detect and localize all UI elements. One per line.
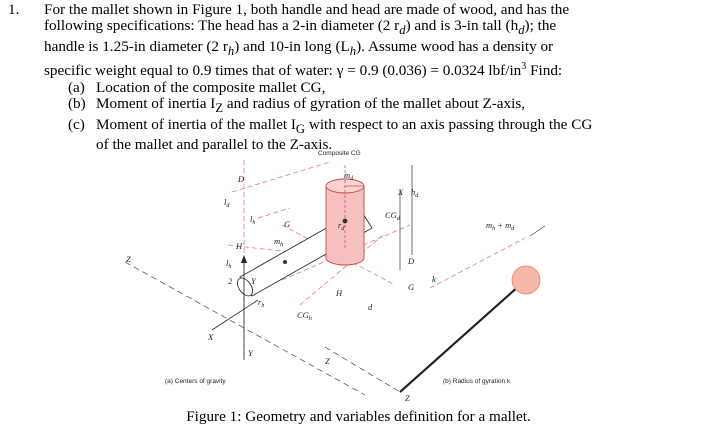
label-z-middle: Z [325,356,330,366]
z-axis-right [325,347,400,392]
subcaption-a: (a) Centers of gravity [165,378,226,385]
label-lh-half: $l_h$ [226,258,232,270]
item-b: (b) Moment of inertia $I_Z$ and radius of gyration of the mallet about Z-axis, [68,95,526,116]
ld-dim-line [232,162,330,192]
head-cg-point [343,219,348,224]
label-d-lower: d [368,302,373,312]
k-rod [400,285,520,392]
label-lh: $l_h$ [250,214,256,226]
label-k: k [432,274,436,284]
label-z-left: Z [126,254,131,264]
label-z-bottom: Z [405,393,410,403]
lh-dim-line [258,208,290,218]
problem-number: 1. [8,1,20,18]
problem-line-2: following specifications: The head has a 2-in diameter (2 $r_d$) and is 3-in tall $(h_d)$; the [44,17,557,38]
label-rh: $r_h$ [258,297,265,309]
problem-line-3: handle is 1.25-in diameter (2 $r_h$) and 10-in long $(L_h)$. Assume wood has a density or [44,37,554,58]
label-composite-cg: Composite CG [318,150,361,157]
label-x-lower: X [208,332,214,342]
y-axis-arrow [241,255,247,263]
label-h: H [236,241,243,251]
item-c-continuation: of the mallet and parallel to the Z-axis. [96,136,333,154]
label-h-lower: H [336,288,343,298]
label-hd: $h_d$ [411,187,419,199]
label-rd: $r_d$ [338,220,345,232]
label-two: 2 [228,276,233,286]
problem-line-4: specific weight equal to 0.9 times that of water: γ = 0.9 (0.036) = 0.0324 lbf/$in^3$ Find: [44,61,563,80]
label-md: $m_d$ [344,170,354,182]
problem-line-1: For the mallet shown in Figure 1, both handle and head are made of wood, and has the [44,1,570,18]
handle-cg-point [283,260,287,264]
label-y-lower: Y [248,348,253,358]
label-mh-plus-md: $m_h + m_d$ [486,220,515,232]
label-cgh: $CG_h$ [297,310,312,322]
label-mh: $m_h$ [274,236,284,248]
item-a: (a) Location of the composite mallet CG, [68,78,326,96]
label-y-upper: Y [251,276,256,286]
x-axis-line [212,300,258,330]
label-d-top: D [238,174,245,184]
mass-leader-line [530,226,545,236]
label-d-right: D [408,256,415,266]
label-x: X [398,187,404,197]
figure-caption: Figure 1: Geometry and variables definition for a mallet. [186,408,531,425]
item-c: (c) Moment of inertia of the mallet $I_G$ with respect to an axis passing through the CG [68,115,593,136]
label-g: G [284,219,291,229]
label-g-right: G [408,282,415,292]
equivalent-mass-sphere [512,266,540,294]
label-cgd: $CG_d$ [385,210,400,222]
k-dim-line [430,238,525,288]
subcaption-b: (b) Radius of gyration k [443,378,511,385]
label-ld: $l_d$ [224,197,230,209]
